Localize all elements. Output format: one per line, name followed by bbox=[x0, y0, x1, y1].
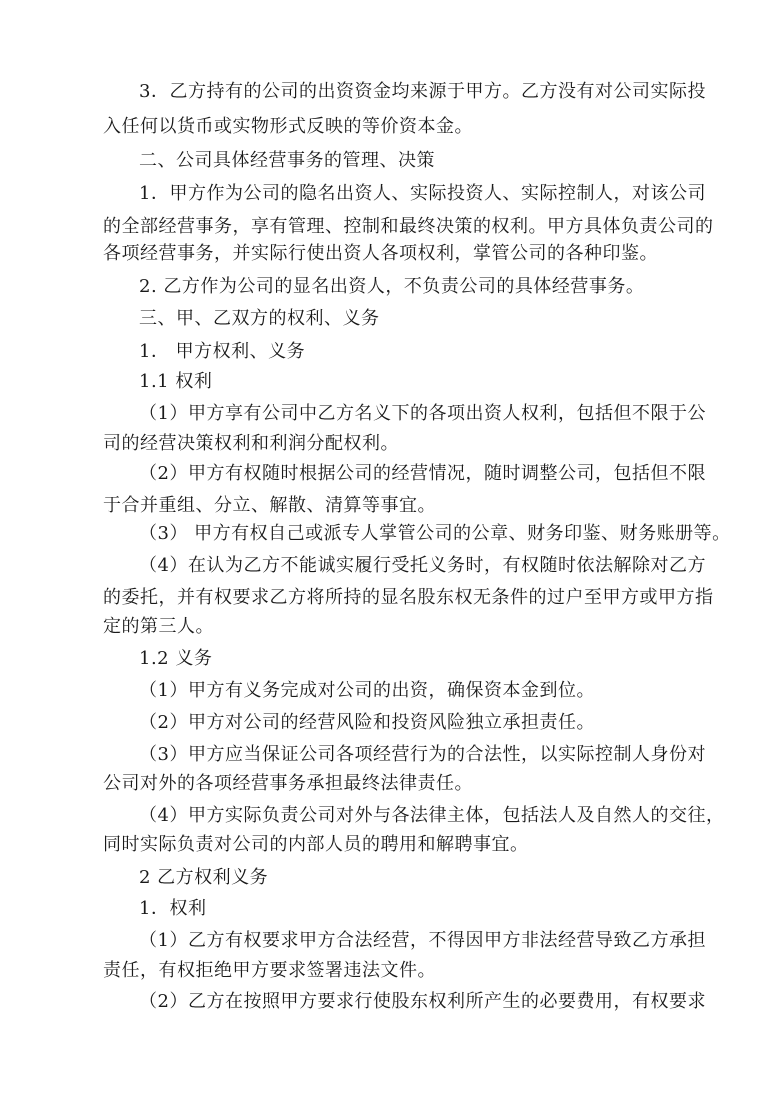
subsection-heading: 1．权利 bbox=[139, 898, 207, 919]
text-line: 3．乙方持有的公司的出资资金均来源于甲方。乙方没有对公司实际投 bbox=[139, 81, 706, 102]
text-line: （3） 甲方有权自己或派专人掌管公司的公章、财务印鉴、财务账册等。 bbox=[139, 523, 731, 544]
text-line: 入任何以货币或实物形式反映的等价资本金。 bbox=[103, 116, 473, 137]
text-line: 同时实际负责对公司的内部人员的聘用和解聘事宜。 bbox=[103, 834, 529, 855]
subsection-heading: 1． 甲方权利、义务 bbox=[139, 341, 306, 362]
text-line: 司的经营决策权利和利润分配权利。 bbox=[103, 433, 399, 454]
text-line: 的委托，并有权要求乙方将所持的显名股东权无条件的过户至甲方或甲方指 bbox=[103, 587, 714, 608]
subsection-heading: 2 乙方权利义务 bbox=[139, 867, 269, 888]
text-line: （2）甲方对公司的经营风险和投资风险独立承担责任。 bbox=[139, 712, 595, 733]
text-line: 公司对外的各项经营事务承担最终法律责任。 bbox=[103, 773, 473, 794]
text-line: （2）甲方有权随时根据公司的经营情况，随时调整公司，包括但不限 bbox=[139, 463, 706, 484]
text-line: 责任，有权拒绝甲方要求签署违法文件。 bbox=[103, 960, 436, 981]
text-line: 定的第三人。 bbox=[103, 616, 214, 637]
subsection-heading: 1.2 义务 bbox=[139, 648, 213, 669]
text-line: 1．甲方作为公司的隐名出资人、实际投资人、实际控制人，对该公司 bbox=[139, 183, 706, 204]
text-line: （2）乙方在按照甲方要求行使股东权利所产生的必要费用，有权要求 bbox=[139, 991, 706, 1012]
text-line: 的全部经营事务，享有管理、控制和最终决策的权利。甲方具体负责公司的 bbox=[103, 216, 714, 237]
text-line: （4）甲方实际负责公司对外与各法律主体，包括法人及自然人的交往， bbox=[139, 805, 725, 826]
text-line: （1）甲方享有公司中乙方名义下的各项出资人权利，包括但不限于公 bbox=[139, 403, 706, 424]
text-line: （4）在认为乙方不能诚实履行受托义务时，有权随时依法解除对乙方 bbox=[139, 555, 706, 576]
text-line: （1）甲方有义务完成对公司的出资，确保资本金到位。 bbox=[139, 680, 595, 701]
text-line: （3）甲方应当保证公司各项经营行为的合法性，以实际控制人身份对 bbox=[139, 744, 706, 765]
section-heading: 二、公司具体经营事务的管理、决策 bbox=[139, 150, 435, 171]
text-line: 各项经营事务，并实际行使出资人各项权利，掌管公司的各种印鉴。 bbox=[103, 243, 658, 264]
text-line: 于合并重组、分立、解散、清算等事宜。 bbox=[103, 495, 436, 516]
text-line: 2. 乙方作为公司的显名出资人，不负责公司的具体经营事务。 bbox=[139, 276, 645, 297]
text-line: （1）乙方有权要求甲方合法经营，不得因甲方非法经营导致乙方承担 bbox=[139, 930, 706, 951]
section-heading: 三、甲、乙双方的权利、义务 bbox=[139, 308, 380, 329]
subsection-heading: 1.1 权利 bbox=[139, 371, 213, 392]
